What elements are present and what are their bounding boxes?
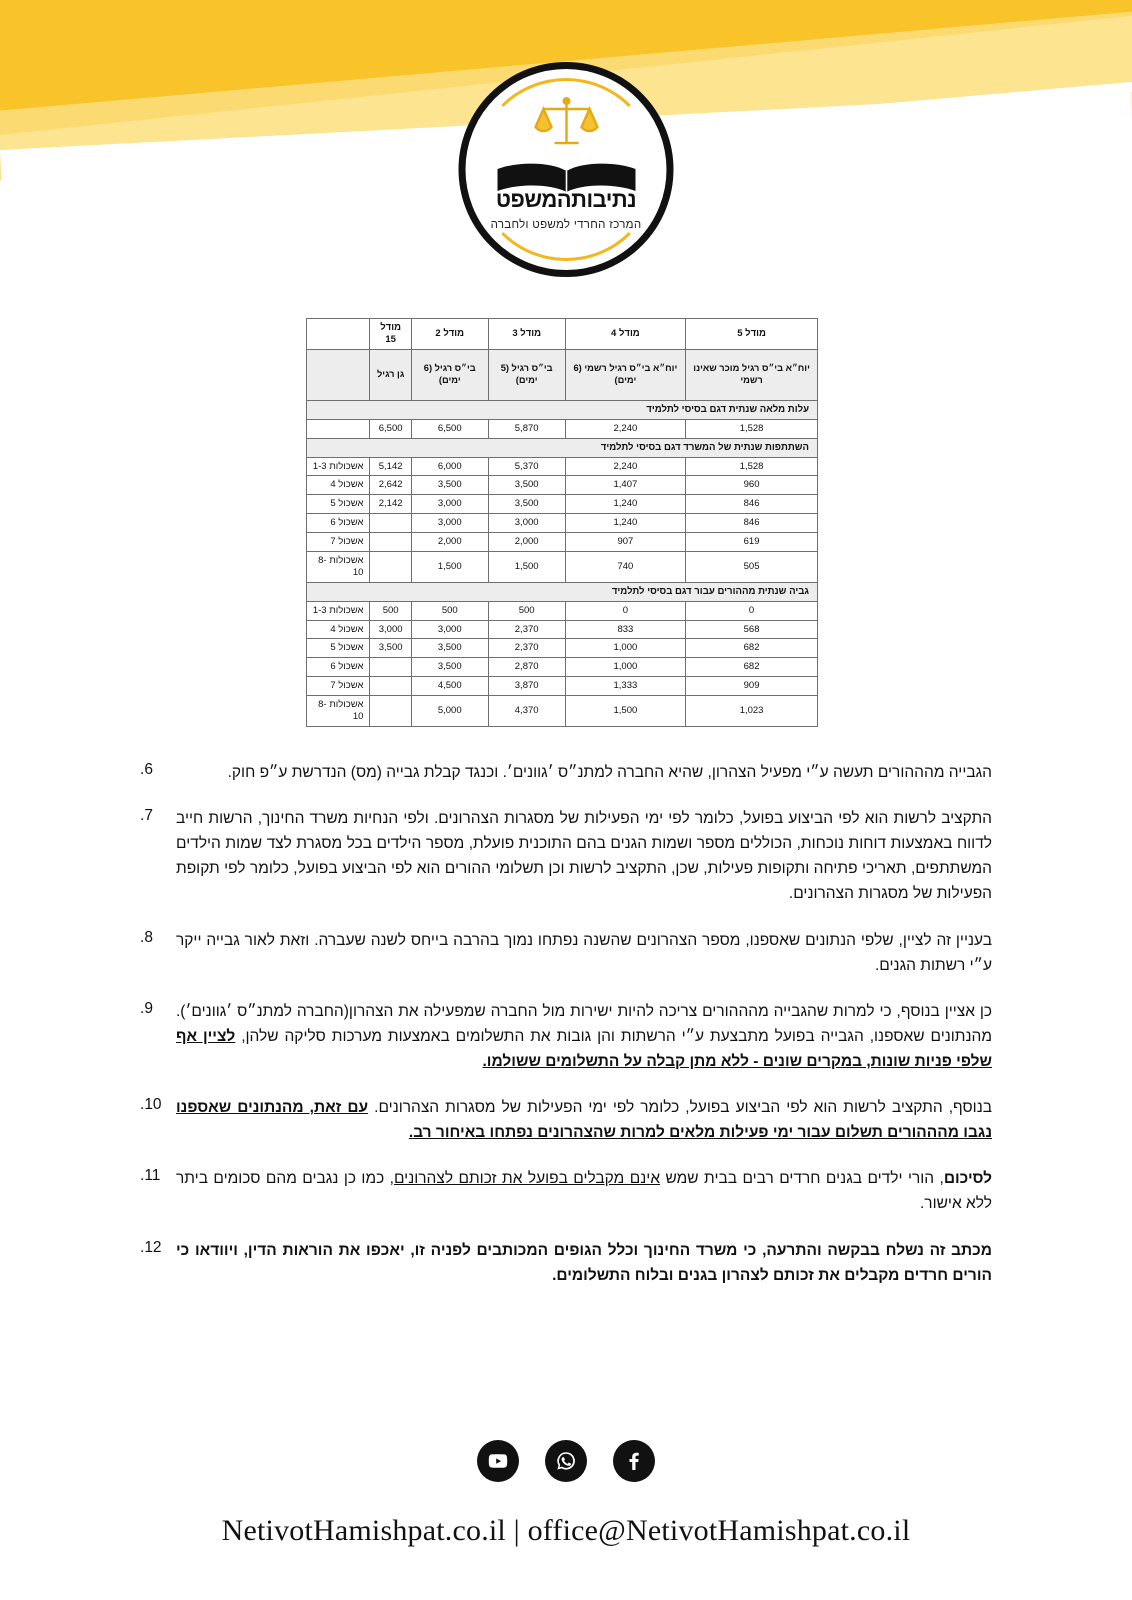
table-row <box>307 677 818 696</box>
table-row-label: אשכולות 1-3 <box>307 457 370 476</box>
table-cell: 3,500 <box>488 495 565 514</box>
clause-text: בעניין זה לציין, שלפי הנתונים שאספנו, מספר הצהרונים שהשנה נפתחו נמוך בהרבה בייחס לשנה שעברה. וזאת לאור גבייה ייקר ע״י רשתות הגנים. <box>176 931 992 974</box>
table-cell: 3,500 <box>411 476 488 495</box>
social-links <box>0 1440 1132 1482</box>
table-cell: 5,370 <box>488 457 565 476</box>
table-cell <box>370 677 411 696</box>
table-cell: 682 <box>686 658 818 677</box>
document-clause <box>140 1238 992 1288</box>
coldesc-model-2: בי״ס רגיל (6 ימים) <box>411 349 488 400</box>
table-cell: 846 <box>686 495 818 514</box>
table-cell: 907 <box>565 533 686 552</box>
table-cell: 505 <box>686 551 818 582</box>
coldesc-model-4: יוח״א בי״ס רגיל רשמי (6 ימים) <box>565 349 686 400</box>
table-header-models <box>307 319 818 350</box>
logo-subtitle: המרכז החרדי למשפט ולחברה <box>490 219 642 231</box>
col-model-15: מודל 15 <box>370 319 411 350</box>
table-cell: 1,240 <box>565 514 686 533</box>
table-section-header <box>307 400 818 419</box>
table-row <box>307 533 818 552</box>
table-cell: 3,000 <box>411 620 488 639</box>
table-row-label: אשכול 4 <box>307 476 370 495</box>
table-cell: 1,333 <box>565 677 686 696</box>
document-clause <box>140 1095 992 1145</box>
table-header-descriptions <box>307 349 818 400</box>
table-row-label: אשכול 7 <box>307 677 370 696</box>
whatsapp-icon[interactable] <box>545 1440 587 1482</box>
col-model-5: מודל 5 <box>686 319 818 350</box>
table-cell: 2,240 <box>565 419 686 438</box>
facebook-icon[interactable] <box>613 1440 655 1482</box>
document-clause <box>140 1166 992 1216</box>
document-body <box>140 760 992 1309</box>
table-cell: 4,500 <box>411 677 488 696</box>
table-row-label: אשכול 7 <box>307 533 370 552</box>
table-cell <box>370 551 411 582</box>
table-cell: 1,528 <box>686 419 818 438</box>
table-row-label: אשכול 4 <box>307 620 370 639</box>
table-cell: 1,500 <box>565 696 686 727</box>
table-cell <box>370 533 411 552</box>
table-row <box>307 639 818 658</box>
table-cell: 5,142 <box>370 457 411 476</box>
table-cell: 2,370 <box>488 620 565 639</box>
table-cell <box>370 696 411 727</box>
table-row <box>307 457 818 476</box>
table-cell: 1,000 <box>565 658 686 677</box>
table-cell: 846 <box>686 514 818 533</box>
table-cell: 3,000 <box>488 514 565 533</box>
table-row <box>307 476 818 495</box>
coldesc-rowlabel <box>307 349 370 400</box>
table-row-label: אשכולות 8-10 <box>307 696 370 727</box>
footer-contact: NetivotHamishpat.co.il | office@NetivotHamishpat.co.il <box>221 1514 911 1547</box>
funding-table-wrapper <box>306 318 818 727</box>
table-row-label: אשכול 5 <box>307 639 370 658</box>
table-body <box>307 400 818 726</box>
table-cell: 3,000 <box>411 514 488 533</box>
table-cell: 3,000 <box>411 495 488 514</box>
table-cell: 2,870 <box>488 658 565 677</box>
coldesc-model-5: יוח״א בי״ס רגיל מוכר שאינו רשמי <box>686 349 818 400</box>
table-cell: 2,000 <box>488 533 565 552</box>
table-row <box>307 696 818 727</box>
clause-text: הגבייה מהההורים תעשה ע״י מפעיל הצהרון, שהיא החברה למתנ״ס ׳גוונים׳. וכנגד קבלת גבייה (מס) הנדרשת ע״פ חוק. <box>227 764 992 781</box>
table-cell: 619 <box>686 533 818 552</box>
table-row-label: אשכולות 8-10 <box>307 551 370 582</box>
table-cell: 833 <box>565 620 686 639</box>
clause-number: 6. <box>140 761 153 778</box>
table-cell: 568 <box>686 620 818 639</box>
clause-text: התקציב לרשות הוא לפי הביצוע בפועל, כלומר לפי ימי הפעילות של מסגרות הצהרונים. ולפי הנחיות משרד החינוך, הרשות חייב לדווח באמצעות דוחות נוכחות, הכוללים מספר ושמות הגנים בהם התוכנית פועלת, מספר הילדים בכל מסגרת לצד שמות הילדים המשתתפים, תאריכי פתיחה ותקופות פעילות, שכן, התקציב לרשות וכן תשלומי ההורים הוא לפי הביצוע בפועל, כלומר לפי תקופת הפעילות של מסגרות הצהרונים. <box>176 810 992 903</box>
table-row-label: אשכולות 1-3 <box>307 601 370 620</box>
clause-number: 8. <box>140 928 153 946</box>
table-section-title: עלות מלאה שנתית דגם בסיסי לתלמיד <box>307 400 818 419</box>
document-clause <box>140 760 992 785</box>
clause-number: 7. <box>140 807 153 825</box>
table-cell: 5,870 <box>488 419 565 438</box>
table-cell: 6,500 <box>370 419 411 438</box>
table-row-label: אשכול 6 <box>307 658 370 677</box>
table-cell: 6,500 <box>411 419 488 438</box>
table-cell: 4,370 <box>488 696 565 727</box>
table-cell: 6,000 <box>411 457 488 476</box>
clause-number: 10. <box>140 1096 162 1114</box>
table-cell: 2,370 <box>488 639 565 658</box>
coldesc-model-3: בי״ס רגיל (5 ימים) <box>488 349 565 400</box>
document-clause <box>140 806 992 906</box>
table-cell: 3,500 <box>411 658 488 677</box>
clause-text: מכתב זה נשלח בבקשה והתרעה, כי משרד החינוך וכלל הגופים המכותבים לפניה זו, יאכפו את הוראות הדין, ויוודאו כי הורים חרדים מקבלים את זכותם לצהרון בגנים ובלוח התשלומים. <box>176 1241 992 1284</box>
table-cell: 1,528 <box>686 457 818 476</box>
clause-text: כן אציין בנוסף, כי למרות שהגבייה מהההורים צריכה להיות ישירות מול החברה שמפעילה את הצהרון(החברה למתנ״ס ׳גוונים׳). מהנתונים שאספנו, הגבייה בפועל מתבצעת ע״י הרשתות והן גובות את התשלומים באמצעות מערכות סליקה שלהן, לציין אף שלפי פניות שונות, במקרים שונים - ללא מתן קבלה על התשלומים ששולמו. <box>176 1002 992 1070</box>
clause-number: 11. <box>140 1167 161 1185</box>
youtube-icon[interactable] <box>477 1440 519 1482</box>
table-cell: 0 <box>565 601 686 620</box>
col-rowlabel <box>307 319 370 350</box>
table-cell: 909 <box>686 677 818 696</box>
table-row <box>307 620 818 639</box>
organization-logo <box>459 62 674 277</box>
table-cell: 3,500 <box>370 639 411 658</box>
document-clause <box>140 928 992 978</box>
table-cell: 1,500 <box>488 551 565 582</box>
table-cell: 2,000 <box>411 533 488 552</box>
table-row <box>307 419 818 438</box>
col-model-4: מודל 4 <box>565 319 686 350</box>
table-row <box>307 514 818 533</box>
table-cell: 2,240 <box>565 457 686 476</box>
scales-of-justice-icon <box>531 95 601 157</box>
clause-text: בנוסף, התקציב לרשות הוא לפי הביצוע בפועל, כלומר לפי ימי הפעילות של מסגרות הצהרונים. עם זאת, מהנתונים שאספנו נגבו מהההורים תשלום עבור ימי פעילות מלאים למרות שהצהרונים נפתחו באיחור רב. <box>176 1099 992 1142</box>
table-cell: 1,023 <box>686 696 818 727</box>
col-model-2: מודל 2 <box>411 319 488 350</box>
table-cell: 682 <box>686 639 818 658</box>
table-cell: 2,642 <box>370 476 411 495</box>
table-section-title: השתתפות שנתית של המשרד דגם בסיסי לתלמיד <box>307 438 818 457</box>
coldesc-model-15: גן רגיל <box>370 349 411 400</box>
table-cell: 0 <box>686 601 818 620</box>
table-cell: 740 <box>565 551 686 582</box>
table-section-header <box>307 582 818 601</box>
table-cell: 1,500 <box>411 551 488 582</box>
logo-title: נתיבותהמשפט <box>495 187 637 212</box>
table-cell: 500 <box>411 601 488 620</box>
table-cell: 5,000 <box>411 696 488 727</box>
table-cell: 1,000 <box>565 639 686 658</box>
table-section-header <box>307 438 818 457</box>
table-cell: 3,500 <box>411 639 488 658</box>
table-cell: 2,142 <box>370 495 411 514</box>
clause-text: לסיכום, הורי ילדים בגנים חרדים רבים בבית שמש אינם מקבלים בפועל את זכותם לצהרונים, כמו כן נגבים מהם סכומים ביתר ללא אישור. <box>176 1170 993 1213</box>
table-cell: 3,870 <box>488 677 565 696</box>
table-cell: 500 <box>370 601 411 620</box>
clause-number: 12. <box>140 1238 162 1256</box>
table-row-label: אשכול 6 <box>307 514 370 533</box>
table-cell: 960 <box>686 476 818 495</box>
table-row <box>307 551 818 582</box>
table-row-label: אשכול 5 <box>307 495 370 514</box>
table-cell: 3,000 <box>370 620 411 639</box>
document-clause <box>140 999 992 1074</box>
table-cell: 1,240 <box>565 495 686 514</box>
table-cell: 500 <box>488 601 565 620</box>
table-row <box>307 601 818 620</box>
clause-number: 9. <box>140 999 153 1017</box>
table-cell: 3,500 <box>488 476 565 495</box>
funding-table <box>306 318 818 727</box>
col-model-3: מודל 3 <box>488 319 565 350</box>
table-section-title: גביה שנתית מההורים עבור דגם בסיסי לתלמיד <box>307 582 818 601</box>
table-row <box>307 495 818 514</box>
table-row-label <box>307 419 370 438</box>
table-cell: 1,407 <box>565 476 686 495</box>
table-cell <box>370 658 411 677</box>
table-cell <box>370 514 411 533</box>
table-row <box>307 658 818 677</box>
